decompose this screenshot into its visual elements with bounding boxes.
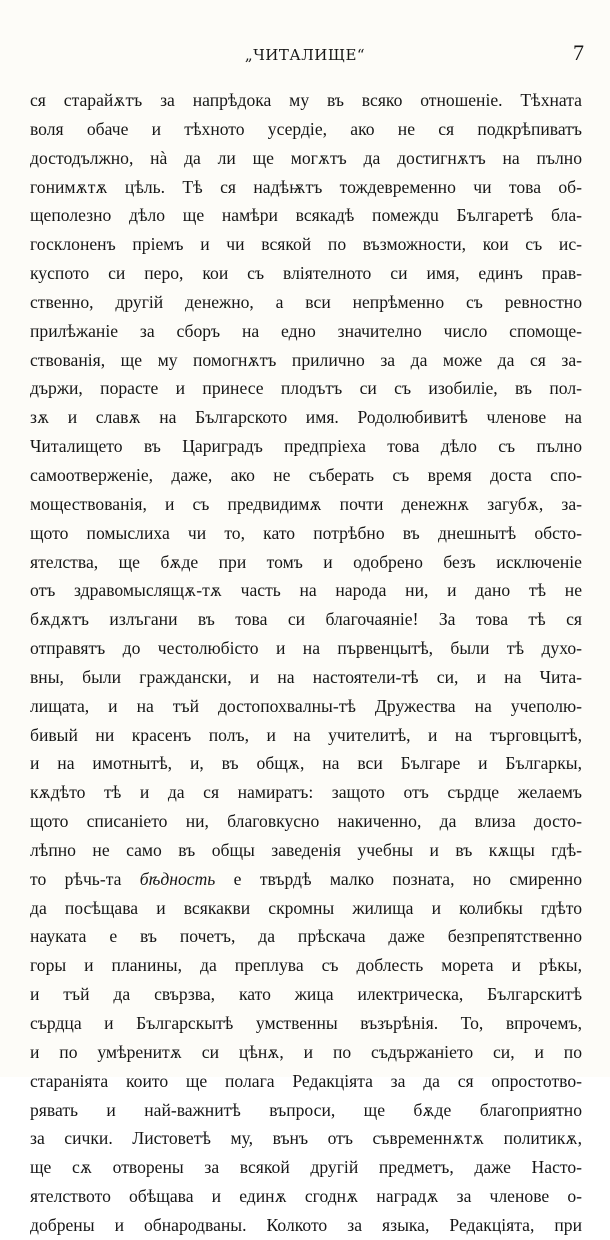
text-line: стараніята които ще полага Редакціята за да ся опростотво- [30,1070,582,1091]
text-line: прилѣжаніе за сборъ на едно значително число спомоще- [30,320,582,341]
text-line: воля обаче и тѣхното усердіе, ако не ся подкрѣпиватъ [30,118,582,139]
text-line: и на имотнытѣ, и, въ общѫ, на вси Българе и Българкы, [30,753,582,774]
text-line: отъ здравомыслящѫ-тѫ часть на народа ни, и дано тѣ не [30,580,582,601]
text-line: ственно, другій денежно, а вси непрѣменно съ ревностно [30,291,582,312]
emphasis-word: бѣдность [139,868,216,889]
text-line: отправятъ до честолюбісто и на първенцытѣ, были тѣ духо- [30,638,582,659]
text-line: и по умѣренитѫ си цѣнѫ, и по съдържаніето си, и по [30,1041,582,1062]
text-line: ще сѫ отворены за всякой другій предметъ, даже Насто- [30,1157,582,1178]
text-line: зѫ и славѫ на Българското имя. Родолюбивитѣ членове на [30,407,582,428]
text-line: горы и планины, да преплува съ доблесть морета и рѣкы, [30,955,582,976]
text-line: ствованія, ще му помогнѫтъ прилично за да може да ся за- [30,349,582,370]
text-line: щото списаніето ни, благовкусно накиченно, да влиза досто- [30,811,582,832]
text-line: то рѣчь-та бѣдность е твърдѣ малко позната, но смиренно [30,868,582,889]
text-line: достодължно, нà да ли ще могѫтъ да достигнѫтъ на пълно [30,147,582,168]
text-line: ся старайѫтъ за напрѣдока му въ всяко отношеніе. Тѣхната [30,90,582,110]
text-line: вны, были граждански, и на настоятели-тѣ си, и на Чита- [30,666,582,687]
text-line: госклоненъ пріемъ и чи всякой по възможности, кои съ ис- [30,234,582,255]
text-line: Читалището въ Цариградъ предпріеха това дѣло съ пълно [30,436,582,457]
body-text [30,86,582,1240]
text-line: щеполезно дѣло ще намѣри всякадѣ помеждu Българетѣ бла- [30,205,582,226]
text-line: куспото си перо, кои съ вліятелното си имя, единъ прав- [30,263,582,284]
text-line: ятелството обѣщава и единѫ сгоднѫ наградѫ за членове о- [30,1186,582,1207]
text-line: за сички. Листоветѣ му, вънъ отъ съвременнѫтѫ политикѫ, [30,1128,582,1149]
text-line: държи, порасте и принесе плодътъ си съ изобиліе, въ пол- [30,378,582,399]
text-line: науката е въ почетъ, да прѣскача даже безпрепятственно [30,926,582,947]
running-title: „ЧИТАЛИЩЕ“ [244,46,366,64]
text-line: ятелства, ще бѫде при томъ и одобрено безъ исключеніе [30,551,582,572]
text-line: добрены и обнародваны. Колкото за языка, Редакціята, при [30,1214,582,1235]
text-line: бивый ни красенъ полъ, и на учителитѣ, и на търговцытѣ, [30,724,582,745]
text-line: гонимѫтѫ цѣль. Тѣ ся надѣѭтъ тождевременно чи това об- [30,176,582,197]
text-line: кѫдѣто тѣ и да ся намиратъ: защото отъ сърдце желаемъ [30,782,582,803]
text-line: да посѣщава и всякакви скромны жилища и колибкы гдѣто [30,897,582,918]
text-line: самоотверженіе, даже, ако не съберать съ время доста спо- [30,464,582,485]
text-line: бѫдѫтъ излъгани въ това си благочаяніе! За това тѣ ся [30,609,582,630]
text-line: и тъй да свързва, като жица илектрическа, Българскитѣ [30,984,582,1005]
text-line: моществованія, и съ предвидимѫ почти денежнѫ загубѫ, за- [30,493,582,514]
text-line: сърдца и Българскытѣ умственны възърѣнія. То, впрочемъ, [30,1013,582,1033]
text-line: рявать и най-важнитѣ въпроси, ще бѫде благоприятно [30,1099,582,1120]
text-line: лѣпно не само въ общы заведенія учебны и въ кѫщы гдѣ- [30,839,582,860]
text-line: щото помыслиха чи то, като потрѣбно въ днешнытѣ обсто- [30,522,582,543]
running-header [0,40,610,70]
text-line: лищата, и на тъй достопохвалны-тѣ Дружества на учеполю- [30,695,582,716]
page-number: 7 [573,40,584,65]
